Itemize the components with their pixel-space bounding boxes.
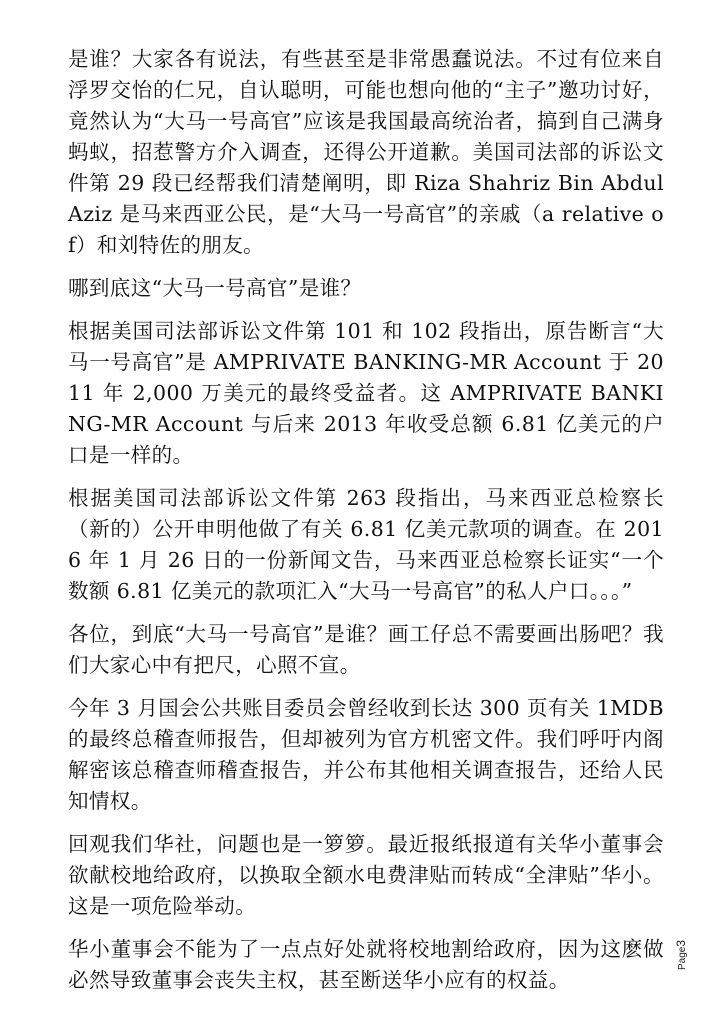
paragraph-4: 根据美国司法部诉讼文件第 263 段指出，马来西亚总检察长（新的）公开申明他做了有关 6.81 亿美元款项的调查。在 2016 年 1 月 26 日的一份新闻文告，马来西亚总检察长证实“一个数额 6.81 亿美元的款项汇入“大马一号高官”的私人户口。。。” [68,486,664,603]
page-number [674,940,688,970]
document-body [68,44,664,1008]
page-number-digit: 3 [673,939,688,947]
paragraph-5: 各位，到底“大马一号高官”是谁？画工仔总不需要画出肠吧？我们大家心中有把尺，心照不宣。 [68,622,664,677]
page-number-word: Page [676,946,688,971]
paragraph-7: 回观我们华社，问题也是一箩箩。最近报纸报道有关华小董事会欲献校地给政府，以换取全额水电费津贴而转成“全津贴”华小。这是一项危险举动。 [68,832,664,918]
paragraph-3: 根据美国司法部诉讼文件第 101 和 102 段指出，原告断言“大马一号高官”是 AMPRIVATE BANKING-MR Account 于 2011 年 2,000 万美元的最终受益者。这 AMPRIVATE BANKING-MR Account 与后来 2013 年收受总额 6.81 亿美元的户口是一样的。 [68,319,664,467]
paragraph-2: 哪到底这“大马一号高官”是谁？ [68,276,362,300]
paragraph-6: 今年 3 月国会公共账目委员会曾经收到长达 300 页有关 1MDB 的最终总稽查师报告，但却被列为官方机密文件。我们呼吁内阁解密该总稽查师稽查报告，并公布其他相关调查报告，还给人民知情权。 [68,696,664,813]
paragraph-8: 华小董事会不能为了一点点好处就将校地割给政府，因为这麽做必然导致董事会丧失主权，甚至断送华小应有的权益。 [68,937,664,992]
paragraph-1: 是谁？大家各有说法，有些甚至是非常愚蠢说法。不过有位来自浮罗交怡的仁兄，自认聪明，可能也想向他的“主子”邀功讨好，竟然认为“大马一号高官”应该是我国最高统治者，搞到自己满身蚂蚁，招惹警方介入调查，还得公开道歉。美国司法部的诉讼文件第 29 段已经帮我们清楚阐明，即 Riza Shahriz Bin Abdul Aziz 是马来西亚公民，是“大马一号高官”的亲戚（a relative of）和刘特佐的朋友。 [68,47,664,257]
